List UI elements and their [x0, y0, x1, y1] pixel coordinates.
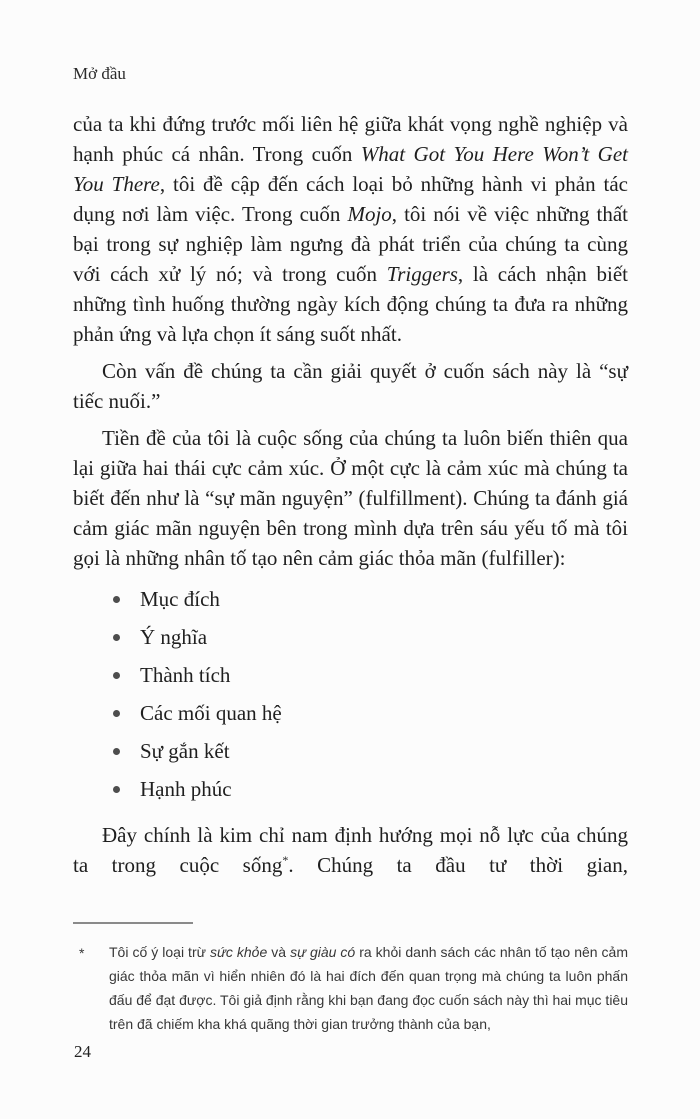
- text-run: , tôi nói về việc những thất bại trong sự nghiệp làm ngưng đà phát triển của chúng ta cùng với cách xử lý nó; và trong cuốn: [73, 202, 628, 286]
- list-item: [73, 774, 628, 804]
- italic-text-run: What Got You Here Won’t Get You There: [73, 142, 628, 196]
- list-item-label: Mục đích: [140, 587, 220, 611]
- page-number: 24: [74, 1042, 91, 1061]
- footnote-marker: *: [79, 945, 85, 961]
- footnote-text: [109, 944, 628, 1032]
- list-item: [73, 584, 628, 614]
- italic-text-run: Triggers: [386, 262, 458, 286]
- list-item-label: Hạnh phúc: [140, 777, 232, 801]
- list-item-label: Sự gắn kết: [140, 739, 230, 763]
- footnote-separator: [73, 922, 193, 924]
- body-paragraph: Tiền đề của tôi là cuộc sống của chúng ta luôn biến thiên qua lại giữa hai thái cực cảm xúc. Ở một cực là cảm xúc mà chúng ta biết đến như là “sự mãn nguyện” (fulfillment). Chúng ta đánh giá cảm giác mãn nguyện bên trong mình dựa trên sáu yếu tố mà tôi gọi là những nhân tố tạo nên cảm giác thỏa mãn (fulfiller):: [73, 426, 628, 570]
- footnote: [73, 940, 628, 1036]
- bullet-icon: [113, 634, 120, 641]
- list-item-label: Thành tích: [140, 663, 231, 687]
- fulfiller-list: [73, 584, 628, 804]
- italic-text-run: Mojo: [347, 202, 392, 226]
- text-run: . Chúng ta đầu tư thời gian,: [288, 853, 628, 877]
- text-run: , là cách nhận biết những tình huống thường ngày kích động chúng ta đưa ra những phản ứng và lựa chọn ít sáng suốt nhất.: [73, 262, 628, 346]
- body-paragraph: [73, 820, 628, 880]
- main-text-column: [73, 64, 628, 880]
- list-item-label: Các mối quan hệ: [140, 701, 282, 725]
- bullet-icon: [113, 786, 120, 793]
- footnote-reference-mark: *: [282, 853, 289, 867]
- text-run: và: [267, 944, 291, 960]
- text-run: Tôi cố ý loại trừ: [109, 944, 210, 960]
- list-item-label: Ý nghĩa: [140, 625, 208, 649]
- text-run: ra khỏi danh sách các nhân tố tạo nên cảm giác thỏa mãn vì hiển nhiên đó là hai đích đến quan trọng mà chúng ta luôn phấn đấu để đạt được. Tôi giả định rằng khi bạn đang đọc cuốn sách này thì hai mục tiêu trên đã chiếm kha khá quãng thời gian trưởng thành của bạn,: [109, 944, 629, 1032]
- footnote-area: [73, 922, 628, 1036]
- body-paragraph: Còn vấn đề chúng ta cần giải quyết ở cuốn sách này là “sự tiếc nuối.”: [73, 359, 628, 413]
- bullet-icon: [113, 748, 120, 755]
- list-item: [73, 736, 628, 766]
- text-run: của ta khi đứng trước mối liên hệ giữa khát vọng nghề nghiệp và hạnh phúc cá nhân. Trong cuốn: [73, 112, 628, 166]
- body-paragraph-continuation: [73, 109, 628, 349]
- list-item: [73, 622, 628, 652]
- italic-text-run: sự giàu có: [290, 944, 356, 960]
- text-run: Đây chính là kim chỉ nam định hướng mọi nỗ lực của chúng ta trong cuộc sống: [73, 823, 628, 877]
- text-run: , tôi đề cập đến cách loại bỏ những hành vi phản tác dụng nơi làm việc. Trong cuốn: [73, 172, 628, 226]
- list-item: [73, 660, 628, 690]
- bullet-icon: [113, 596, 120, 603]
- running-header: Mở đầu: [73, 64, 126, 83]
- bullet-icon: [113, 672, 120, 679]
- list-item: [73, 698, 628, 728]
- italic-text-run: sức khỏe: [210, 944, 268, 960]
- bullet-icon: [113, 710, 120, 717]
